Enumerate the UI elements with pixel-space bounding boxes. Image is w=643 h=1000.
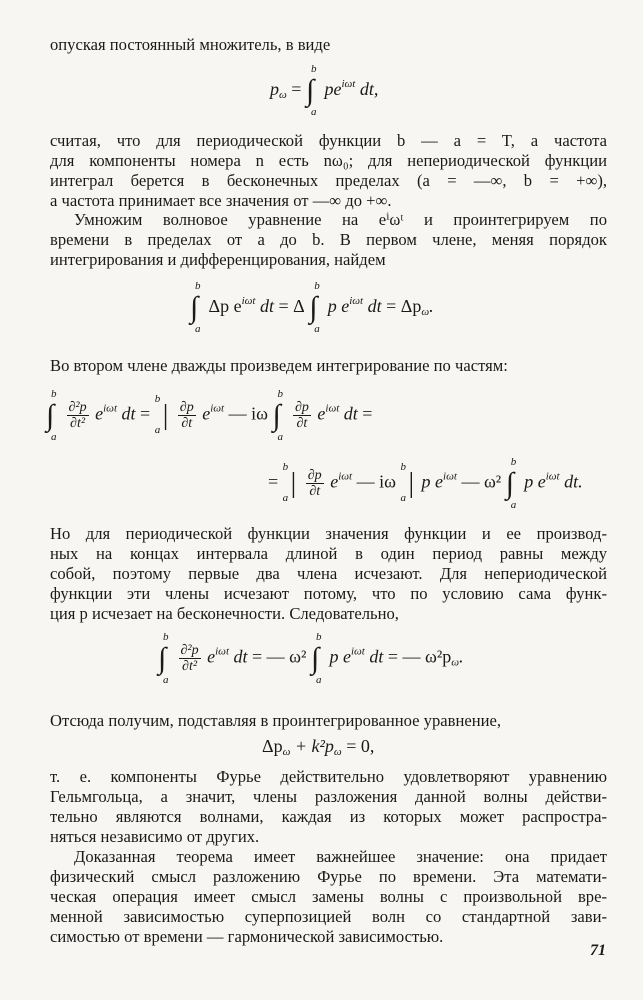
- limit-upper: b: [163, 630, 169, 643]
- limit-lower: a: [315, 673, 322, 686]
- fraction: [179, 643, 201, 674]
- limit-lower: a: [400, 491, 406, 504]
- bar-glyph: |: [162, 399, 169, 431]
- eq-exponent: iωt: [241, 295, 256, 308]
- equation-parts-first: [0, 382, 643, 447]
- integral-sign: ∫ b a: [158, 630, 169, 686]
- text-line: Гельмгольца, а значит, члены разложения данной волны действи-: [50, 787, 607, 806]
- integral-sign: ∫ b a: [190, 280, 201, 335]
- integral-sign: ∫ b a: [309, 280, 320, 335]
- frac-num: ∂p: [307, 468, 322, 483]
- limit-upper: b: [195, 280, 201, 292]
- eq-punct: .: [429, 296, 434, 317]
- text-line: Во втором члене дважды произведем интегрирование по частям:: [50, 356, 508, 375]
- limit-lower: a: [51, 430, 57, 443]
- eq-term: — iω: [356, 471, 396, 492]
- frac-num: ∂²p: [68, 400, 87, 415]
- eq-term: p e: [524, 471, 546, 492]
- eq-differential: dt: [233, 646, 248, 667]
- paragraph-multiply: [50, 210, 607, 270]
- eq-exponent: iωt: [338, 470, 353, 483]
- eq-term: e: [202, 403, 211, 424]
- text-line: функции эти члены исчезают потому, что по условию сама функ-: [50, 584, 607, 603]
- paragraph-boundary-terms: [50, 524, 607, 624]
- eq-subscript: ω: [451, 656, 460, 669]
- eq-term: p e: [327, 296, 350, 317]
- limit-lower: a: [310, 106, 317, 118]
- text-line: собой, поэтому первые два члена исчезают. Для непериодической: [50, 564, 607, 583]
- frac-den: ∂t: [296, 416, 308, 431]
- paragraph-intro: [50, 35, 607, 55]
- fraction: [178, 400, 196, 431]
- limit-upper: b: [315, 630, 322, 643]
- eq-symbol: p: [270, 79, 279, 100]
- frac-num: ∂p: [179, 400, 194, 415]
- eq-differential: dt: [121, 403, 136, 424]
- text-line: ция p исчезает на бесконечности. Следовательно,: [50, 604, 399, 623]
- eq-differential: dt: [343, 403, 358, 424]
- frac-den: ∂t: [309, 484, 321, 499]
- eq-punct: .: [459, 646, 464, 667]
- text-line: тельно являются волнами, каждая из которых может распростра-: [50, 807, 607, 826]
- limit-upper: b: [282, 460, 289, 473]
- eq-differential: dt: [259, 296, 274, 317]
- evaluation-bar: [154, 392, 169, 436]
- eq-exponent: iωt: [443, 470, 457, 483]
- eq-subscript: ω: [282, 746, 291, 758]
- frac-den: ∂t²: [182, 659, 198, 674]
- paragraph-substitute: [50, 711, 607, 731]
- text-line: физический смысл разложению Фурье по времени. Эта математи-: [50, 867, 607, 886]
- text-line: ческая операция имеет смысл замены волны с произвольной вре-: [50, 887, 607, 906]
- eq-exponent: iωt: [103, 402, 118, 415]
- eq-term: Δp e: [208, 296, 242, 317]
- eq-term: pe: [324, 79, 342, 100]
- limit-lower: a: [163, 673, 169, 686]
- eq-differential: dt: [369, 646, 384, 667]
- fraction: [67, 400, 89, 431]
- limit-upper: b: [154, 392, 161, 405]
- eq-term: = Δp: [386, 296, 422, 317]
- bar-glyph: |: [408, 467, 415, 499]
- text-line: Но для периодической функции значения функции и ее производ-: [50, 524, 607, 543]
- text-line: для компоненты номера n есть nω₀; для непериодической функции: [50, 151, 607, 170]
- paragraph-periodic: [50, 131, 607, 211]
- paragraph-helmholtz: [50, 767, 607, 847]
- eq-term: = — ω²p: [387, 646, 452, 667]
- eq-differential: dt,: [359, 79, 379, 100]
- integral-sign: ∫ b a: [272, 387, 283, 443]
- eq-operator: =: [278, 296, 289, 317]
- integral-sign: ∫ b a: [505, 455, 517, 511]
- limit-upper: b: [51, 387, 57, 400]
- integral-sign: ∫ b a: [310, 630, 322, 686]
- limit-upper: b: [314, 280, 320, 292]
- text-line: считая, что для периодической функции b — a = T, а частота: [50, 131, 607, 150]
- equation-fourier-component: [0, 62, 643, 117]
- eq-exponent: iωt: [341, 78, 356, 91]
- evaluation-bar: [400, 460, 415, 504]
- text-line: опуская постоянный множитель, в виде: [50, 35, 331, 54]
- text-line: няться независимо от других.: [50, 827, 260, 846]
- eq-term: — ω²: [461, 471, 502, 492]
- limit-lower: a: [314, 323, 320, 335]
- eq-differential: dt.: [564, 471, 583, 492]
- equation-laplacian: [0, 275, 643, 335]
- eq-differential: dt: [367, 296, 382, 317]
- eq-term: Δp: [262, 736, 283, 756]
- frac-num: ∂²p: [180, 643, 199, 658]
- text-line: т. е. компоненты Фурье действительно удовлетворяют уравнению: [50, 767, 607, 786]
- text-line: интеграл берется в бесконечных пределах (a = —∞, b = +∞),: [50, 171, 607, 190]
- eq-exponent: iωt: [210, 402, 225, 415]
- text-line: Доказанная теорема имеет важнейшее значение: она придает: [74, 847, 607, 866]
- text-line: а частота принимает все значения от —∞ до +∞.: [50, 191, 392, 210]
- limit-lower: a: [510, 498, 517, 511]
- equation-helmholtz: [0, 734, 643, 762]
- eq-operator: =: [291, 79, 302, 100]
- frac-den: ∂t²: [70, 416, 86, 431]
- paragraph-integration-by-parts: [50, 356, 607, 376]
- limit-upper: b: [510, 455, 517, 468]
- integral-sign: ∫ b a: [46, 387, 57, 443]
- frac-num: ∂p: [294, 400, 309, 415]
- eq-operator: =: [362, 403, 373, 424]
- eq-term: = 0,: [341, 736, 375, 756]
- eq-exponent: iωt: [215, 645, 230, 658]
- eq-term: — iω: [228, 403, 268, 424]
- eq-subscript: ω: [279, 89, 287, 102]
- eq-term: e: [207, 646, 216, 667]
- eq-term: p e: [421, 471, 444, 492]
- eq-term: e: [317, 403, 326, 424]
- eq-subscript: ω: [333, 746, 342, 758]
- fraction: [293, 400, 311, 431]
- eq-operator: =: [140, 403, 151, 424]
- eq-term: p e: [329, 646, 351, 667]
- limit-lower: a: [195, 323, 201, 335]
- text-line: менной зависимостью суперпозицией волн со стандартной зави-: [50, 907, 607, 926]
- text-line: симостью от времени — гармонической зависимостью.: [50, 927, 444, 946]
- limit-lower: a: [282, 491, 289, 504]
- text-line: ных на концах интервала длиной в один период равны между: [50, 544, 607, 563]
- eq-exponent: iωt: [349, 295, 364, 308]
- eq-subscript: ω: [421, 306, 430, 319]
- paragraph-theorem-significance: [50, 847, 607, 947]
- equation-parts-second: [0, 452, 643, 517]
- integral-sign: ∫ b a: [305, 63, 317, 118]
- eq-operator: Δ: [293, 296, 305, 317]
- eq-term: e: [330, 471, 339, 492]
- limit-upper: b: [277, 387, 283, 400]
- limit-upper: b: [310, 63, 317, 75]
- eq-term: = — ω²: [252, 646, 307, 667]
- evaluation-bar: [282, 460, 297, 504]
- eq-exponent: iωt: [325, 402, 340, 415]
- bar-glyph: |: [290, 467, 297, 499]
- eq-term: e: [95, 403, 104, 424]
- limit-lower: a: [277, 430, 283, 443]
- text-line: Отсюда получим, подставляя в проинтегрированное уравнение,: [50, 711, 501, 730]
- text-line: Умножим волновое уравнение на eⁱωᵗ и проинтегрируем по: [74, 210, 607, 229]
- eq-term: + k²p: [290, 736, 334, 756]
- page-number: 71: [590, 942, 606, 959]
- frac-den: ∂t: [181, 416, 193, 431]
- limit-upper: b: [400, 460, 406, 473]
- equation-second-derivative: [0, 625, 643, 687]
- eq-operator: =: [268, 471, 279, 492]
- eq-exponent: iωt: [350, 645, 365, 658]
- limit-lower: a: [154, 423, 161, 436]
- text-line: интегрирования и дифференцирования, найдем: [50, 250, 386, 269]
- text-line: времени в пределах от a до b. В первом члене, меняя порядок: [50, 230, 607, 249]
- fraction: [306, 468, 324, 499]
- eq-exponent: iωt: [545, 470, 560, 483]
